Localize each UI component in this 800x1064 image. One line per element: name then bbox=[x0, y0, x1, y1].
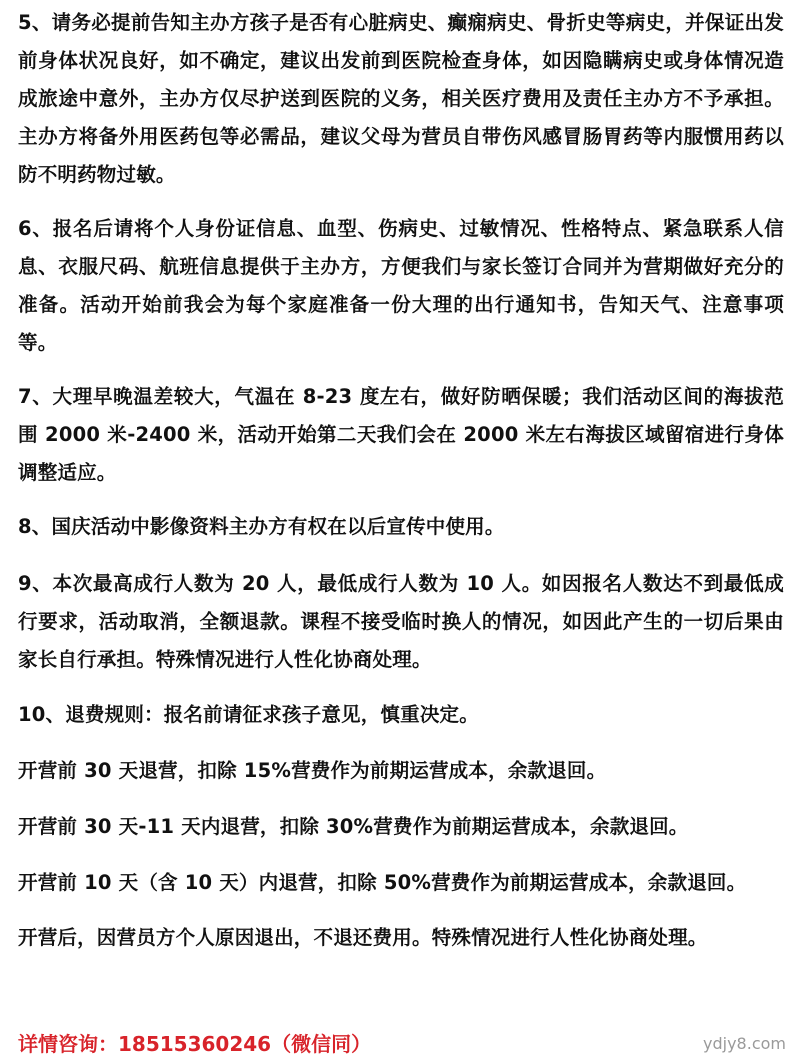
site-watermark: ydjy8.com bbox=[703, 1034, 786, 1053]
paragraph-6-personal-info: 6、报名后请将个人身份证信息、血型、伤病史、过敏情况、性格特点、紧急联系人信息、衣服尺码、航班信息提供于主办方，方便我们与家长签订合同并为营期做好充分的准备。活动开始前我会为每个家庭准备一份大理的出行通知书，告知天气、注意事项等。 bbox=[18, 217, 784, 354]
paragraph-7-weather-altitude: 7、大理早晚温差较大，气温在 8-23 度左右，做好防晒保暖；我们活动区间的海拔范围 2000 米-2400 米，活动开始第二天我们会在 2000 米左右海拔区域留宿进行身体调整适应。 bbox=[18, 385, 784, 484]
contact-info: 详情咨询：18515360246（微信同） bbox=[18, 1032, 372, 1056]
paragraph-5-health-history: 5、请务必提前告知主办方孩子是否有心脏病史、癫痫病史、骨折史等病史，并保证出发前身体状况良好，如不确定，建议出发前到医院检查身体，如因隐瞒病史或身体情况造成旅途中意外，主办方仅尽护送到医院的义务，相关医疗费用及责任主办方不予承担。主办方将备外用医药包等必需品，建议父母为营员自带伤风感冒肠胃药等内服惯用药以防不明药物过敏。 bbox=[18, 11, 784, 186]
paragraph-10-refund-heading: 10、退费规则：报名前请征求孩子意见，慎重决定。 bbox=[18, 703, 479, 726]
paragraph-8-media-rights: 8、国庆活动中影像资料主办方有权在以后宣传中使用。 bbox=[18, 515, 505, 538]
paragraph-9-group-size: 9、本次最高成行人数为 20 人，最低成行人数为 10 人。如因报名人数达不到最低成行要求，活动取消，全额退款。课程不接受临时换人的情况，如因此产生的一切后果由家长自行承担。特殊情况进行人性化协商处理。 bbox=[18, 572, 784, 671]
refund-rule-30-to-11-days: 开营前 30 天-11 天内退营，扣除 30%营费作为前期运营成本，余款退回。 bbox=[18, 815, 689, 838]
refund-rule-30-days: 开营前 30 天退营，扣除 15%营费作为前期运营成本，余款退回。 bbox=[18, 759, 607, 782]
refund-rule-10-days: 开营前 10 天（含 10 天）内退营，扣除 50%营费作为前期运营成本，余款退回。 bbox=[18, 871, 747, 894]
refund-rule-after-start: 开营后，因营员方个人原因退出，不退还费用。特殊情况进行人性化协商处理。 bbox=[18, 926, 708, 949]
